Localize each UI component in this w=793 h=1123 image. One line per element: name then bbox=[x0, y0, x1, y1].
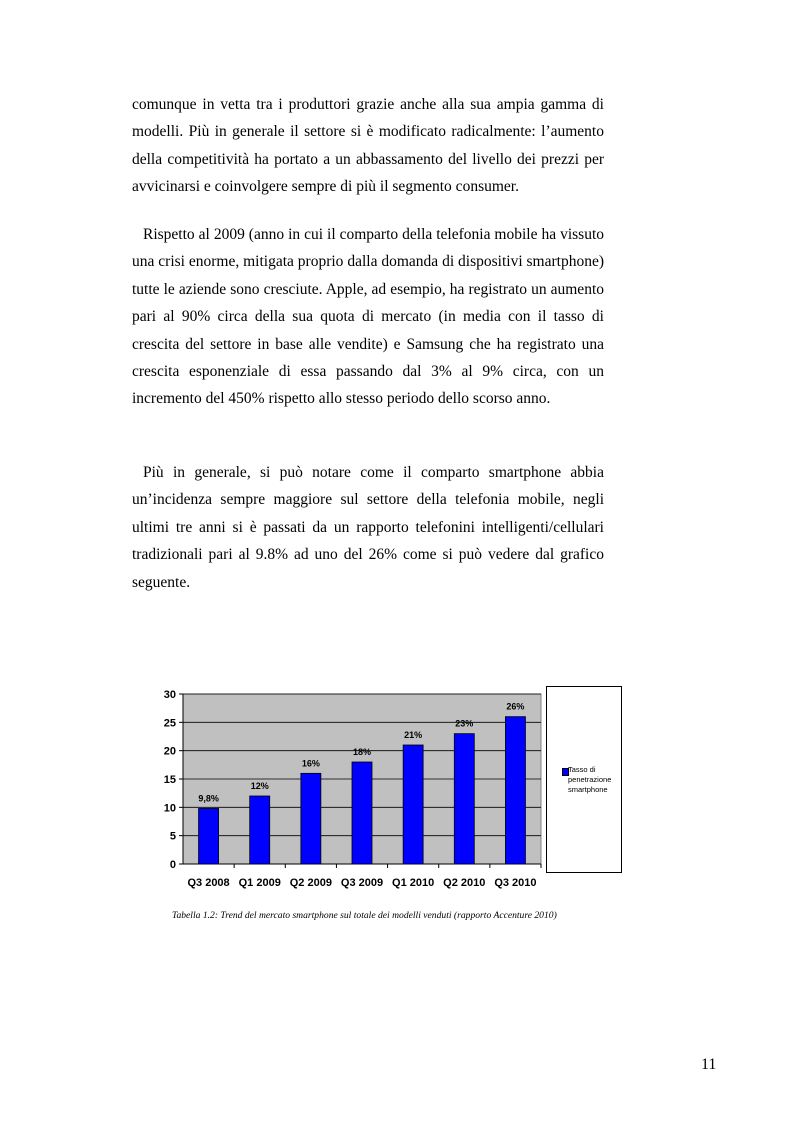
figure-caption: Tabella 1.2: Trend del mercato smartphone sul totale dei modelli venduti (rapporto Accenture 2010) bbox=[172, 910, 557, 921]
y-tick-label: 10 bbox=[163, 802, 176, 815]
y-tick-label: 25 bbox=[163, 717, 176, 730]
x-tick-label: Q1 2010 bbox=[392, 877, 435, 889]
bar bbox=[505, 717, 525, 864]
x-tick-label: Q1 2009 bbox=[238, 877, 281, 889]
chart-legend bbox=[546, 686, 622, 873]
bar bbox=[301, 773, 321, 864]
bar-data-label: 26% bbox=[506, 701, 525, 712]
paragraph-2 bbox=[132, 221, 604, 413]
x-tick-label: Q3 2010 bbox=[494, 877, 537, 889]
paragraph-3 bbox=[132, 459, 604, 596]
y-tick-label: 30 bbox=[163, 689, 176, 701]
x-tick-label: Q2 2009 bbox=[289, 877, 332, 889]
bar bbox=[352, 762, 372, 864]
bar bbox=[403, 745, 423, 864]
x-tick-label: Q3 2009 bbox=[340, 877, 384, 889]
bar-data-label: 9,8% bbox=[198, 793, 219, 804]
y-tick-label: 20 bbox=[163, 745, 176, 758]
legend-label: Tasso di penetrazione smartphone bbox=[568, 765, 612, 794]
paragraph-2-text: Rispetto al 2009 (anno in cui il comparto della telefonia mobile ha vissuto una crisi enorme, mitigata proprio dalla domanda di dispositivi smartphone) tutte le aziende sono cresciute. Apple, ad esempio, ha registrato un aumento pari al 90% circa della sua quota di mercato (in media con il tasso di crescita del settore in base alle vendite) e Samsung che ha registrato una crescita esponenziale di essa passando dal 3% al 9% circa, con un incremento del 450% rispetto allo stesso periodo dello scorso anno. bbox=[132, 226, 604, 408]
paragraph-3-text: Più in generale, si può notare come il comparto smartphone abbia un’incidenza sempre maggiore sul settore della telefonia mobile, negli ultimi tre anni si è passati da un rapporto telefonini intelligenti/cellulari tradizionali pari al 9.8% ad uno del 26% come si può vedere dal grafico seguente. bbox=[132, 464, 604, 591]
bar bbox=[454, 734, 474, 864]
y-tick-label: 0 bbox=[169, 859, 176, 871]
bar-data-label: 16% bbox=[301, 758, 320, 769]
y-tick-label: 15 bbox=[163, 774, 176, 786]
x-tick-label: Q2 2010 bbox=[443, 877, 486, 889]
bar-data-label: 18% bbox=[352, 747, 372, 757]
paragraph-1: comunque in vetta tra i produttori grazie anche alla sua ampia gamma di modelli. Più in generale il settore si è modificato radicalmente: l’aumento della competitività ha portato a un abbassamento del livello dei prezzi per avvicinarsi e coinvolgere sempre di più il segmento consumer. bbox=[132, 96, 604, 196]
y-tick-label: 5 bbox=[169, 830, 176, 843]
bar-data-label: 23% bbox=[455, 718, 474, 729]
bar-data-label: 21% bbox=[404, 730, 423, 740]
x-tick-label: Q3 2008 bbox=[187, 877, 230, 889]
page-number: 11 bbox=[701, 1056, 717, 1073]
bar bbox=[250, 796, 270, 864]
bar-data-label: 12% bbox=[250, 781, 269, 791]
bar bbox=[199, 808, 219, 864]
